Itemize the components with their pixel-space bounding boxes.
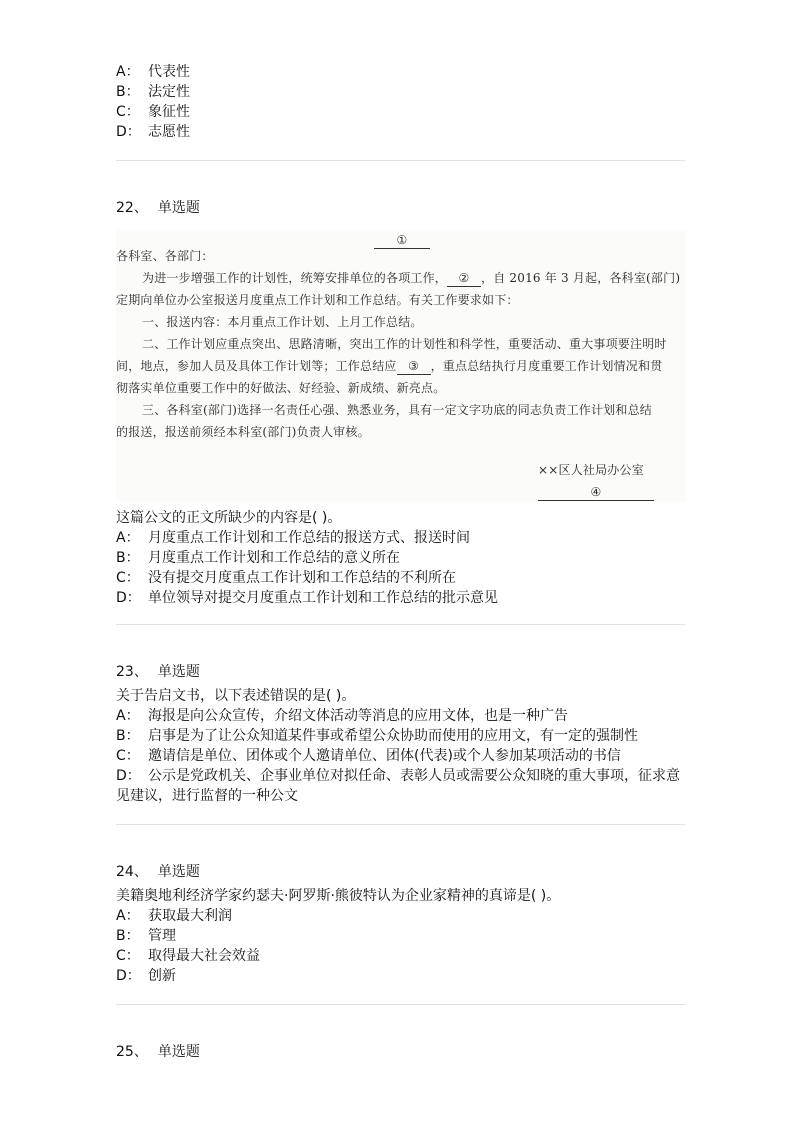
q23-option-d[interactable]: D： 公示是党政机关、企事业单位对拟任命、表彰人员或需要公众知晓的重大事项，征求意见建议，进行监督的一种公文 <box>116 768 680 804</box>
divider <box>116 1004 685 1005</box>
doc-salutation: 各科室、各部门： <box>116 249 214 263</box>
q24-question: 美籍奥地利经济学家约瑟夫·阿罗斯·熊彼特认为企业家精神的真谛是( )。 <box>116 888 561 904</box>
q22-header: 22、 单选题 <box>116 200 200 216</box>
q24-option-c[interactable]: C： 取得最大社会效益 <box>116 948 260 964</box>
divider <box>116 160 685 161</box>
q21-option-b[interactable]: B： 法定性 <box>116 84 190 100</box>
doc-line-2: 定期向单位办公室报送月度重点工作计划和工作总结。有关工作要求如下： <box>116 293 519 307</box>
q23-option-a[interactable]: A： 海报是向公众宣传，介绍文体活动等消息的应用文体，也是一种广告 <box>116 708 568 724</box>
q21-option-c[interactable]: C： 象征性 <box>116 104 190 120</box>
q25-header: 25、 单选题 <box>116 1044 200 1060</box>
q22-option-b[interactable]: B： 月度重点工作计划和工作总结的意义所在 <box>116 550 400 566</box>
doc-signature: ××区人社局办公室 <box>538 463 644 477</box>
q23-option-b[interactable]: B： 启事是为了让公众知道某件事或希望公众协助而使用的应用文，有一定的强制性 <box>116 728 638 744</box>
q24-option-a[interactable]: A： 获取最大利润 <box>116 908 232 924</box>
q22-option-d[interactable]: D： 单位领导对提交月度重点工作计划和工作总结的批示意见 <box>116 590 498 606</box>
doc-line-5: 间，地点，参加人员及具体工作计划等；工作总结应 ③ ，重点总结执行月度重要工作计划情况和贯 <box>116 359 663 373</box>
q21-option-d[interactable]: D： 志愿性 <box>116 124 190 140</box>
q24-option-b[interactable]: B： 管理 <box>116 928 176 944</box>
divider <box>116 824 685 825</box>
doc-date-blank: ④ <box>538 484 654 501</box>
q22-question: 这篇公文的正文所缺少的内容是( )。 <box>116 510 342 526</box>
doc-line-4: 二、工作计划应重点突出、思路清晰，突出工作的计划性和科学性，重要活动、重大事项要注明时 <box>142 337 667 351</box>
q22-document-image <box>116 230 686 502</box>
doc-line-1: 为进一步增强工作的计划性，统筹安排单位的各项工作， ② ，自 2016 年 3 月起，各科室(部门) <box>142 271 681 285</box>
doc-line-6: 彻落实单位重要工作中的好做法、好经验、新成绩、新亮点。 <box>116 381 446 395</box>
doc-title-blank: ① <box>374 232 430 249</box>
q23-header: 23、 单选题 <box>116 664 200 680</box>
doc-line-8: 的报送，报送前须经本科室(部门)负责人审核。 <box>116 425 370 439</box>
doc-line-7: 三、各科室(部门)选择一名责任心强、熟悉业务，具有一定文字功底的同志负责工作计划和总结 <box>142 403 652 417</box>
q22-option-c[interactable]: C： 没有提交月度重点工作计划和工作总结的不利所在 <box>116 570 456 586</box>
doc-line-3: 一、报送内容：本月重点工作计划、上月工作总结。 <box>142 315 423 329</box>
q24-option-d[interactable]: D： 创新 <box>116 968 176 984</box>
q23-question: 关于告启文书，以下表述错误的是( )。 <box>116 688 356 704</box>
divider <box>116 624 685 625</box>
q21-option-a[interactable]: A： 代表性 <box>116 64 190 80</box>
q24-header: 24、 单选题 <box>116 864 200 880</box>
q23-option-c[interactable]: C： 邀请信是单位、团体或个人邀请单位、团体(代表)或个人参加某项活动的书信 <box>116 748 621 764</box>
q22-option-a[interactable]: A： 月度重点工作计划和工作总结的报送方式、报送时间 <box>116 530 470 546</box>
